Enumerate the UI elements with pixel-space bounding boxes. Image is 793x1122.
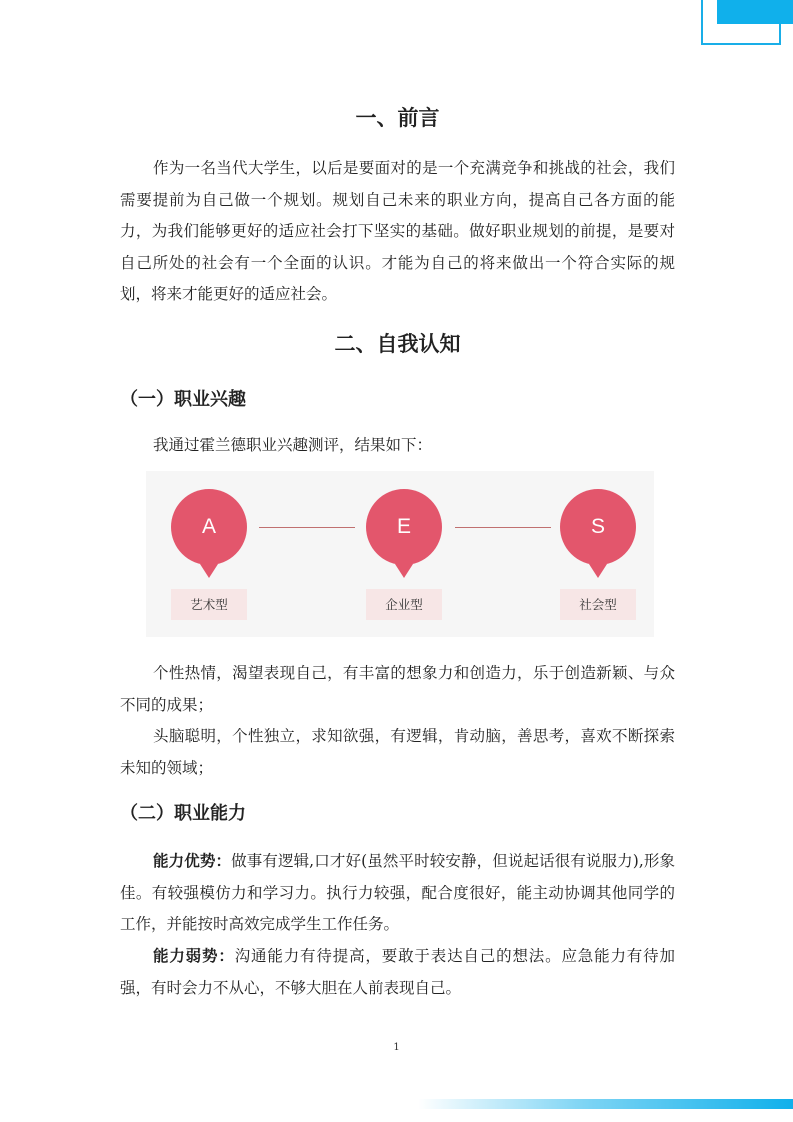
weakness-text: 沟通能力有待提高，要敢于表达自己的想法。应急能力有待加强，有时会力不从心，不够大胆在人前表现自己。 <box>120 947 675 997</box>
heading-career-ability: （二）职业能力 <box>120 803 246 824</box>
pin-marker-e: E <box>366 489 442 565</box>
interest-paragraph-1: 个性热情，渴望表现自己，有丰富的想象力和创造力，乐于创造新颖、与众不同的成果； <box>120 664 675 714</box>
pin-tip <box>589 564 607 578</box>
holland-item <box>366 489 442 619</box>
preface-paragraph: 作为一名当代大学生，以后是要面对的是一个充满竞争和挑战的社会，我们需要提前为自己做一个规划。规划自己未来的职业方向，提高自己各方面的能力，为我们能够更好的适应社会打下坚实的基础。做好职业规划的前提，是要对自己所处的社会有一个全面的认识。才能为自己的将来做出一个符合实际的规划，将来才能更好的适应社会。 <box>120 159 675 303</box>
bottom-gradient-bar <box>418 1099 793 1109</box>
type-label-artistic: 艺术型 <box>171 589 247 620</box>
holland-item <box>560 489 636 619</box>
page-number: 1 <box>393 1042 400 1053</box>
weakness-label: 能力弱势： <box>153 946 235 965</box>
pin-marker-s: S <box>560 489 636 565</box>
pin-marker-a: A <box>171 489 247 565</box>
section-title-preface: 一、前言 <box>355 106 440 130</box>
ability-weakness-paragraph <box>120 940 675 1004</box>
connector-line <box>259 527 355 528</box>
interest-paragraph-2: 头脑聪明，个性独立，求知欲强，有逻辑，肯动脑，善思考，喜欢不断探索未知的领域； <box>120 727 675 777</box>
pin-tip <box>200 564 218 578</box>
type-label-social: 社会型 <box>560 589 636 620</box>
heading-career-interest: （一）职业兴趣 <box>120 389 246 410</box>
strength-text: 做事有逻辑,口才好(虽然平时较安静，但说起话很有说服力),形象佳。有较强模仿力和学习力。执行力较强，配合度很好，能主动协调其他同学的工作，并能按时高效完成学生工作任务。 <box>120 852 675 933</box>
ability-strength-paragraph <box>120 845 675 941</box>
pin-tip <box>395 564 413 578</box>
type-label-enterprising: 企业型 <box>366 589 442 620</box>
connector-line <box>455 527 551 528</box>
holland-item <box>171 489 247 619</box>
strength-label: 能力优势： <box>153 851 232 870</box>
holland-result-diagram <box>146 471 654 637</box>
corner-decoration-fill <box>717 0 793 24</box>
interest-intro: 我通过霍兰德职业兴趣测评，结果如下： <box>153 436 433 454</box>
section-title-self-cognition: 二、自我认知 <box>334 332 461 356</box>
